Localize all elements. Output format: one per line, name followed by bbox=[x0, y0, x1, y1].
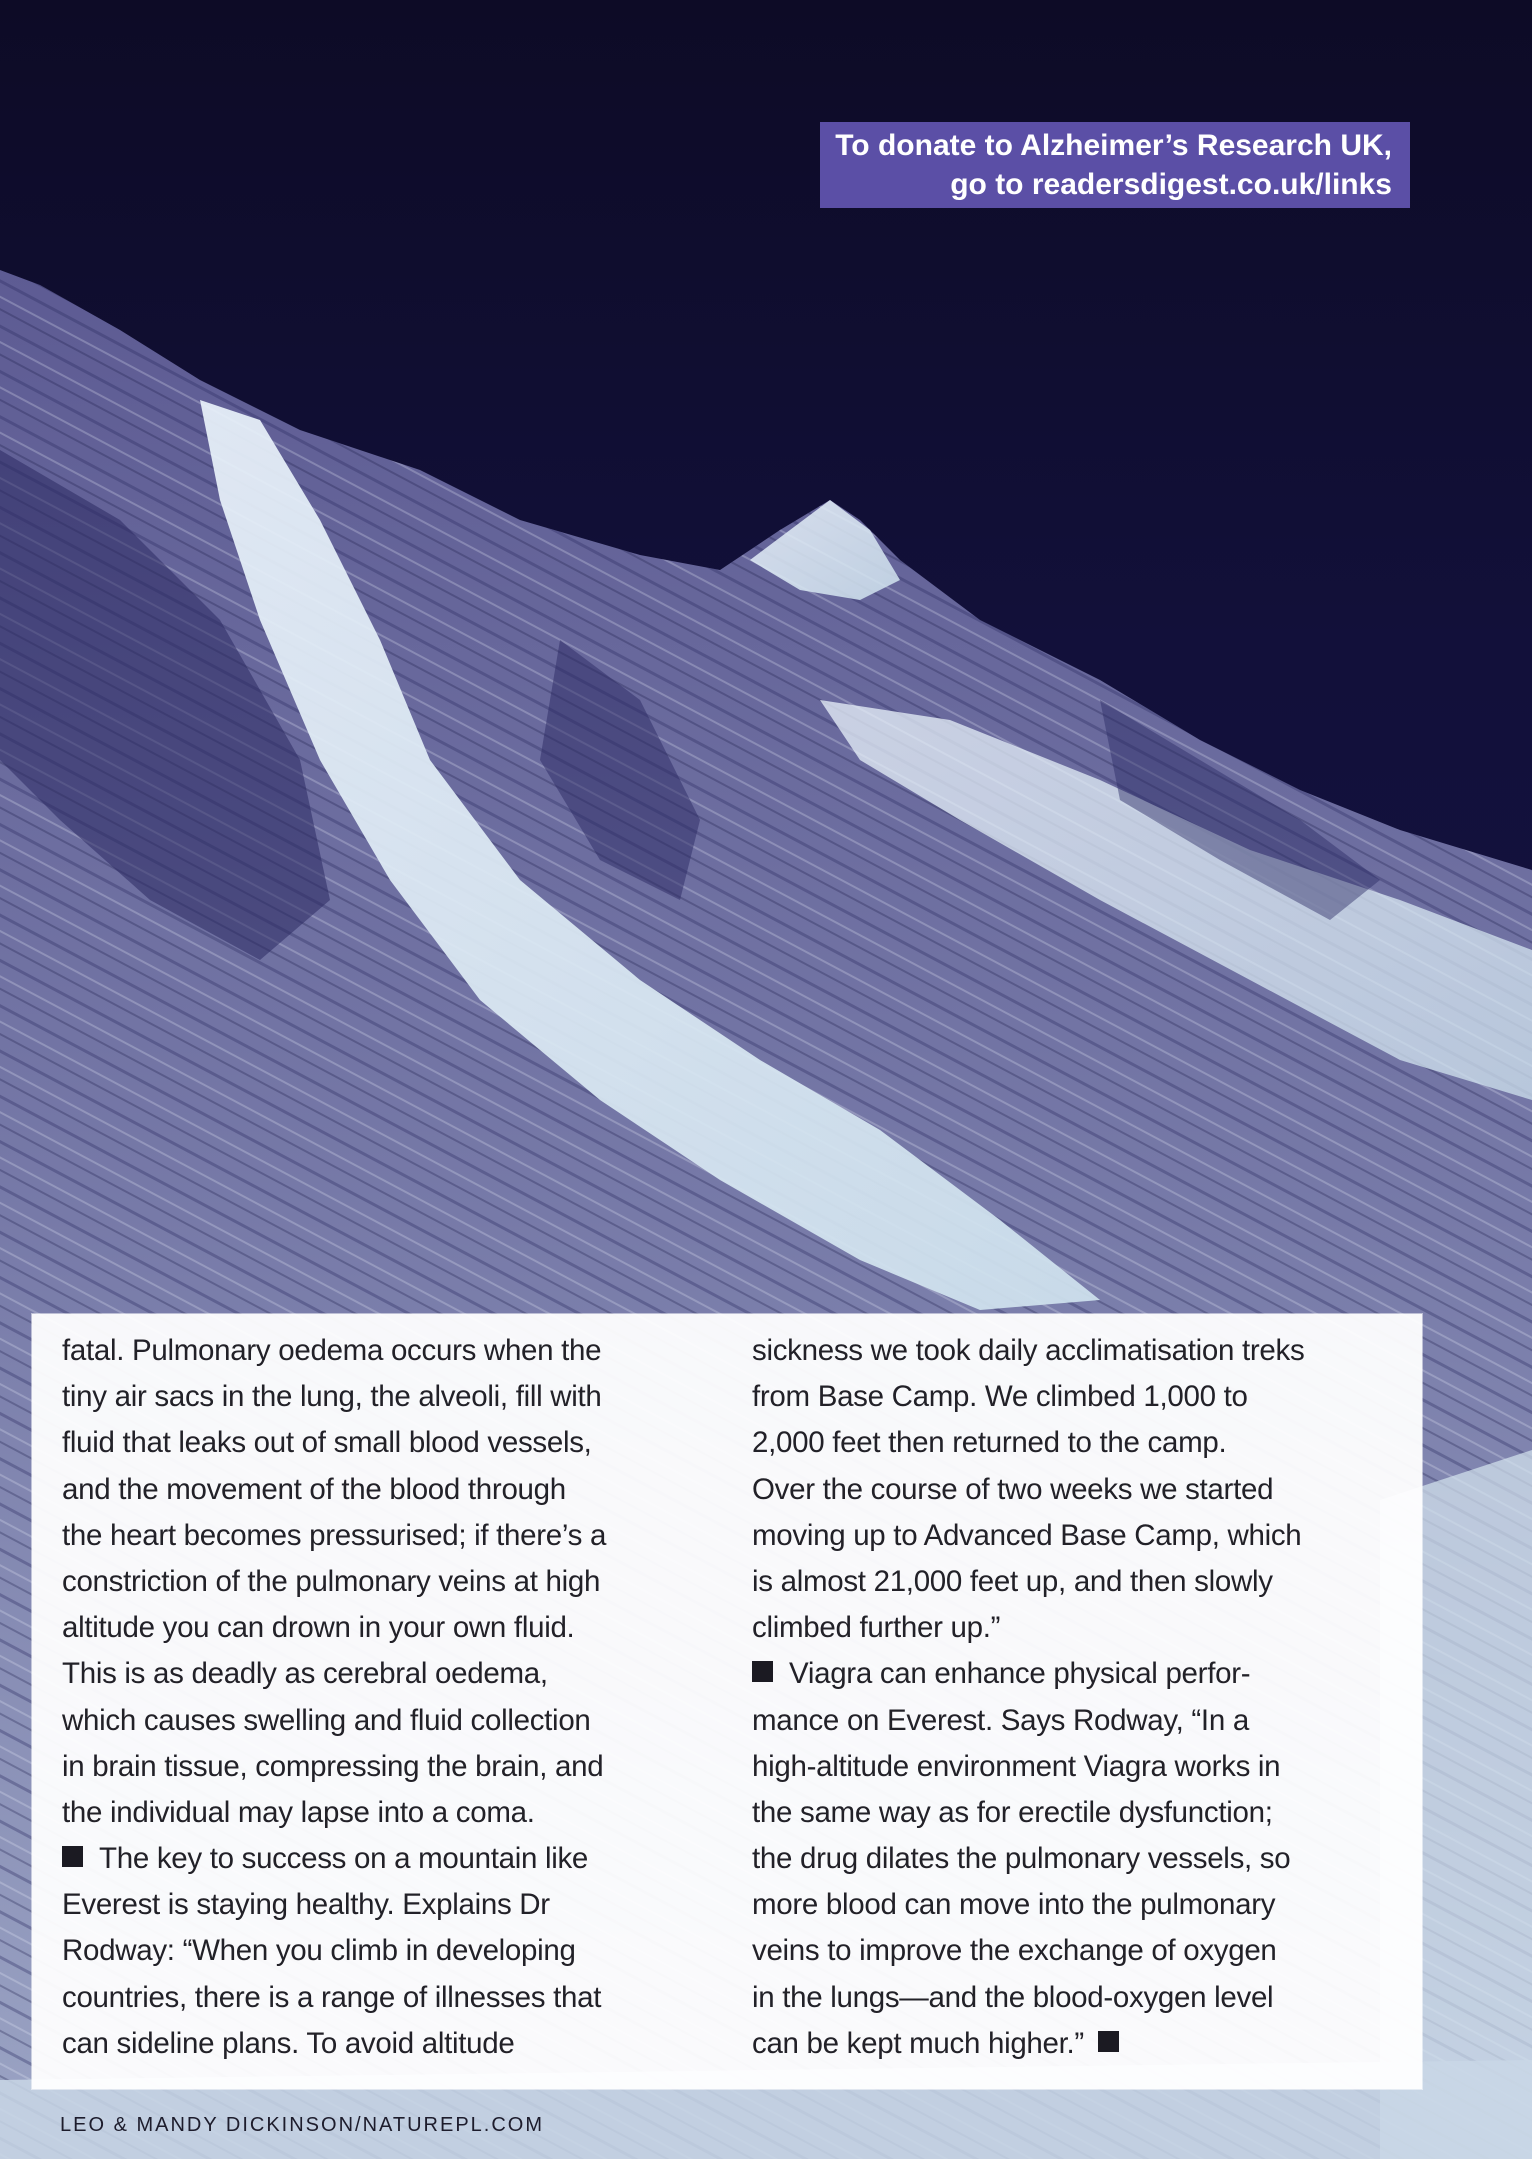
text-line: Rodway: “When you climb in developing bbox=[62, 1934, 576, 1968]
end-line bbox=[752, 2021, 1432, 2067]
text-line: can be kept much higher.” bbox=[752, 2026, 1084, 2060]
text-line: The key to success on a mountain like bbox=[99, 1842, 589, 1876]
donate-link-line[interactable]: go to readersdigest.co.uk/links bbox=[950, 168, 1392, 201]
text-line: and the movement of the blood through bbox=[62, 1472, 566, 1506]
text-line: the individual may lapse into a coma. bbox=[62, 1795, 535, 1829]
text-line: from Base Camp. We climbed 1,000 to bbox=[752, 1380, 1248, 1414]
text-line: Everest is staying healthy. Explains Dr bbox=[62, 1888, 550, 1922]
text-line: is almost 21,000 feet up, and then slowly bbox=[752, 1564, 1273, 1598]
bullet-square-icon bbox=[752, 1661, 773, 1682]
text-line: 2,000 feet then returned to the camp. bbox=[752, 1426, 1227, 1460]
article-column-left bbox=[62, 1328, 742, 2067]
text-line: veins to improve the exchange of oxygen bbox=[752, 1934, 1277, 1968]
text-line: high-altitude environment Viagra works in bbox=[752, 1749, 1281, 1783]
article-column-right bbox=[752, 1328, 1432, 2067]
text-line: countries, there is a range of illnesses that bbox=[62, 1980, 602, 2014]
text-line: mance on Everest. Says Rodway, “In a bbox=[752, 1703, 1249, 1737]
text-line: Over the course of two weeks we started bbox=[752, 1472, 1274, 1506]
text-line: fluid that leaks out of small blood vessels, bbox=[62, 1426, 592, 1460]
text-line: This is as deadly as cerebral oedema, bbox=[62, 1657, 548, 1691]
text-line: Viagra can enhance physical perfor- bbox=[789, 1657, 1251, 1691]
text-line: moving up to Advanced Base Camp, which bbox=[752, 1518, 1302, 1552]
bullet-paragraph-line bbox=[752, 1651, 1432, 1697]
text-line: in brain tissue, compressing the brain, and bbox=[62, 1749, 604, 1783]
text-line: the heart becomes pressurised; if there’s a bbox=[62, 1518, 607, 1552]
text-line: can sideline plans. To avoid altitude bbox=[62, 2026, 515, 2060]
text-line: climbed further up.” bbox=[752, 1611, 1001, 1645]
text-line: in the lungs—and the blood-oxygen level bbox=[752, 1980, 1274, 2014]
donate-callout bbox=[820, 122, 1410, 208]
text-line: sickness we took daily acclimatisation treks bbox=[752, 1334, 1305, 1367]
text-line: the same way as for erectile dysfunction; bbox=[752, 1795, 1273, 1829]
text-line: constriction of the pulmonary veins at high bbox=[62, 1564, 601, 1598]
text-line: altitude you can drown in your own fluid. bbox=[62, 1611, 575, 1645]
photo-credit: LEO & MANDY DICKINSON/NATUREPL.COM bbox=[60, 2114, 544, 2136]
donate-line-1: To donate to Alzheimer’s Research UK, bbox=[835, 129, 1392, 162]
text-line: tiny air sacs in the lung, the alveoli, fill with bbox=[62, 1380, 602, 1414]
text-line: which causes swelling and fluid collection bbox=[62, 1703, 591, 1737]
bullet-paragraph-line bbox=[62, 1836, 742, 1882]
text-line: fatal. Pulmonary oedema occurs when the bbox=[62, 1334, 602, 1367]
bullet-square-icon bbox=[62, 1846, 83, 1867]
text-line: the drug dilates the pulmonary vessels, so bbox=[752, 1842, 1291, 1876]
text-line: more blood can move into the pulmonary bbox=[752, 1888, 1276, 1922]
end-mark-icon bbox=[1098, 2031, 1119, 2052]
